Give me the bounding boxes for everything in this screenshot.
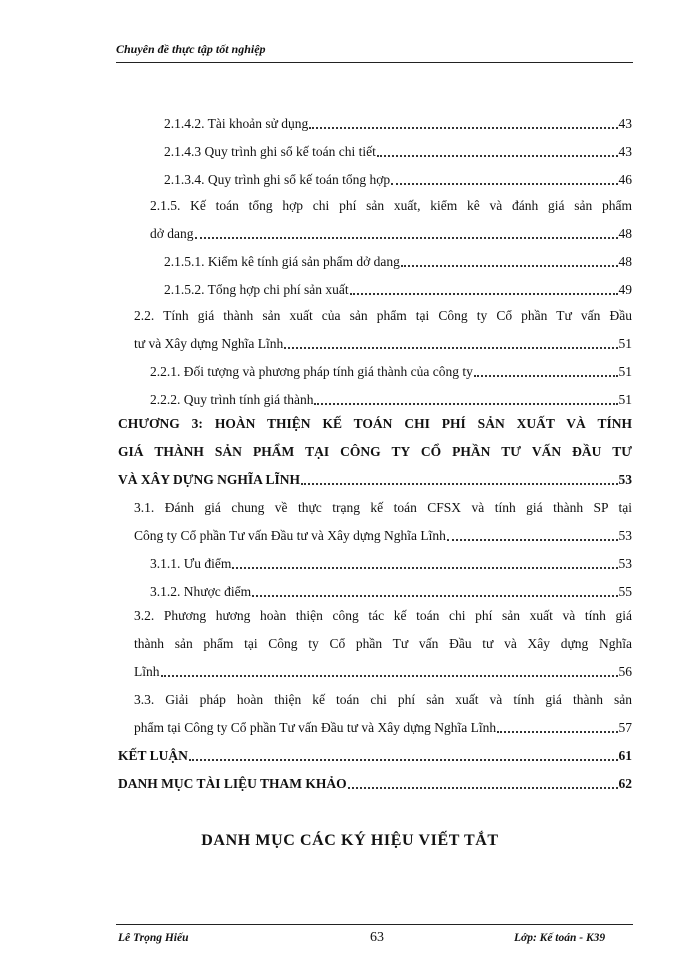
toc-page-number: 57	[618, 720, 632, 735]
toc-dot-leader	[252, 594, 617, 597]
toc-entry[interactable]	[150, 224, 632, 242]
toc-entry[interactable]	[150, 582, 632, 600]
toc-entry-text: phẩm tại Công ty Cổ phần Tư vấn Đầu tư và Xây dựng Nghĩa Lĩnh	[134, 720, 497, 735]
toc-page-number: 53	[618, 528, 632, 543]
toc-page-number: 51	[618, 336, 632, 351]
toc-page-number: 56	[618, 664, 632, 679]
toc-entry-line2[interactable]: thành sản phẩm tại Công ty Cổ phần Tư vấn Đầu tư và Xây dựng Nghĩa	[134, 636, 632, 651]
toc-chapter-entry[interactable]	[118, 470, 632, 488]
toc-entry[interactable]	[134, 718, 632, 736]
toc-dot-leader	[391, 182, 617, 185]
toc-dot-leader	[189, 758, 618, 761]
toc-entry-text: KẾT LUẬN	[118, 748, 188, 763]
toc-entry[interactable]	[134, 662, 632, 680]
toc-entry-line1[interactable]: 2.2. Tính giá thành sản xuất của sản phẩm tại Công ty Cổ phần Tư vấn Đầu	[134, 308, 632, 323]
toc-page-number: 62	[618, 776, 632, 791]
toc-entry-text: 2.1.4.2. Tài khoản sử dụng	[164, 116, 309, 131]
toc-entry[interactable]	[164, 280, 632, 298]
toc-page-number: 55	[618, 584, 632, 599]
toc-entry-references[interactable]	[118, 774, 632, 792]
toc-dot-leader	[284, 346, 617, 349]
toc-page-number: 43	[618, 116, 632, 131]
toc-entry[interactable]	[164, 142, 632, 160]
toc-entry-text: 3.1.1. Ưu điểm	[150, 556, 232, 571]
toc-entry[interactable]	[150, 554, 632, 572]
toc-dot-leader	[314, 402, 617, 405]
toc-page-number: 53	[618, 472, 632, 487]
toc-entry[interactable]	[150, 390, 632, 408]
toc-entry[interactable]	[134, 334, 632, 352]
toc-entry-text: Lĩnh	[134, 664, 160, 679]
toc-dot-leader	[497, 730, 617, 733]
toc-entry-text: 2.1.5.1. Kiểm kê tính giá sản phẩm dở dang	[164, 254, 400, 269]
toc-dot-leader	[474, 374, 618, 377]
toc-dot-leader	[232, 566, 617, 569]
toc-entry-text: Công ty Cổ phần Tư vấn Đầu tư và Xây dựng Nghĩa Lĩnh	[134, 528, 446, 543]
toc-page-number: 48	[618, 254, 632, 269]
footer-author: Lê Trọng Hiếu	[118, 932, 189, 944]
toc-dot-leader	[350, 292, 618, 295]
toc-entry-text: 2.1.3.4. Quy trình ghi sổ kế toán tổng hợp	[164, 172, 391, 187]
toc-entry[interactable]	[134, 526, 632, 544]
toc-entry-conclusion[interactable]	[118, 746, 632, 764]
toc-entry-text: tư và Xây dựng Nghĩa Lĩnh	[134, 336, 284, 351]
toc-dot-leader	[447, 538, 618, 541]
toc-entry-text: dở dang	[150, 226, 194, 241]
toc-dot-leader	[348, 786, 618, 789]
toc-entry-line1[interactable]: 3.1. Đánh giá chung về thực trạng kế toán CFSX và tính giá thành SP tại	[134, 500, 632, 515]
toc-entry[interactable]	[164, 252, 632, 270]
toc-entry-text: 2.1.5.2. Tổng hợp chi phí sản xuất	[164, 282, 349, 297]
toc-dot-leader	[161, 674, 618, 677]
toc-dot-leader	[309, 126, 617, 129]
toc-entry-text: DANH MỤC TÀI LIỆU THAM KHẢO	[118, 776, 347, 791]
footer-rule	[116, 924, 633, 925]
toc-entry-text: 2.2.1. Đối tượng và phương pháp tính giá thành của công ty	[150, 364, 473, 379]
toc-page-number: 49	[618, 282, 632, 297]
toc-page-number: 51	[618, 364, 632, 379]
toc-entry-text: 2.2.2. Quy trình tính giá thành	[150, 392, 314, 407]
header-rule	[116, 62, 633, 63]
toc-entry[interactable]	[150, 362, 632, 380]
toc-dot-leader	[377, 154, 618, 157]
footer-page-number: 63	[370, 930, 384, 945]
toc-entry-line1[interactable]: 3.3. Giải pháp hoàn thiện kế toán chi phí sản xuất và tính giá thành sản	[134, 692, 632, 707]
toc-page-number: 43	[618, 144, 632, 159]
toc-entry-text: 3.1.2. Nhược điểm	[150, 584, 252, 599]
footer-class: Lớp: Kế toán - K39	[514, 932, 606, 944]
toc-entry[interactable]	[164, 170, 632, 188]
toc-entry[interactable]	[164, 114, 632, 132]
toc-entry-text: 2.1.4.3 Quy trình ghi sổ kế toán chi tiết	[164, 144, 376, 159]
toc-page-number: 46	[618, 172, 632, 187]
toc-entry-text: VÀ XÂY DỰNG NGHĨA LĨNH	[118, 472, 301, 487]
toc-dot-leader	[301, 482, 617, 485]
toc-entry-line1[interactable]: 3.2. Phương hương hoàn thiện công tác kế toán chi phí sản xuất và tính giá	[134, 608, 632, 623]
toc-page-number: 53	[618, 556, 632, 571]
toc-chapter-line2[interactable]: GIÁ THÀNH SẢN PHẨM TẠI CÔNG TY CỔ PHẦN TƯ VẤN ĐẦU TƯ	[118, 444, 632, 459]
toc-page-number: 61	[618, 748, 632, 763]
toc-page-number: 48	[618, 226, 632, 241]
toc-page-number: 51	[618, 392, 632, 407]
toc-chapter-line1[interactable]: CHƯƠNG 3: HOÀN THIỆN KẾ TOÁN CHI PHÍ SẢN XUẤT VÀ TÍNH	[118, 416, 632, 431]
toc-entry-line1[interactable]: 2.1.5. Kế toán tổng hợp chi phí sản xuất, kiểm kê và đánh giá sản phẩm	[150, 198, 632, 213]
abbreviations-title: DANH MỤC CÁC KÝ HIỆU VIẾT TẮT	[201, 832, 499, 849]
toc-dot-leader	[401, 264, 618, 267]
toc-dot-leader	[195, 236, 618, 239]
header-title: Chuyên đề thực tập tốt nghiệp	[116, 42, 266, 56]
